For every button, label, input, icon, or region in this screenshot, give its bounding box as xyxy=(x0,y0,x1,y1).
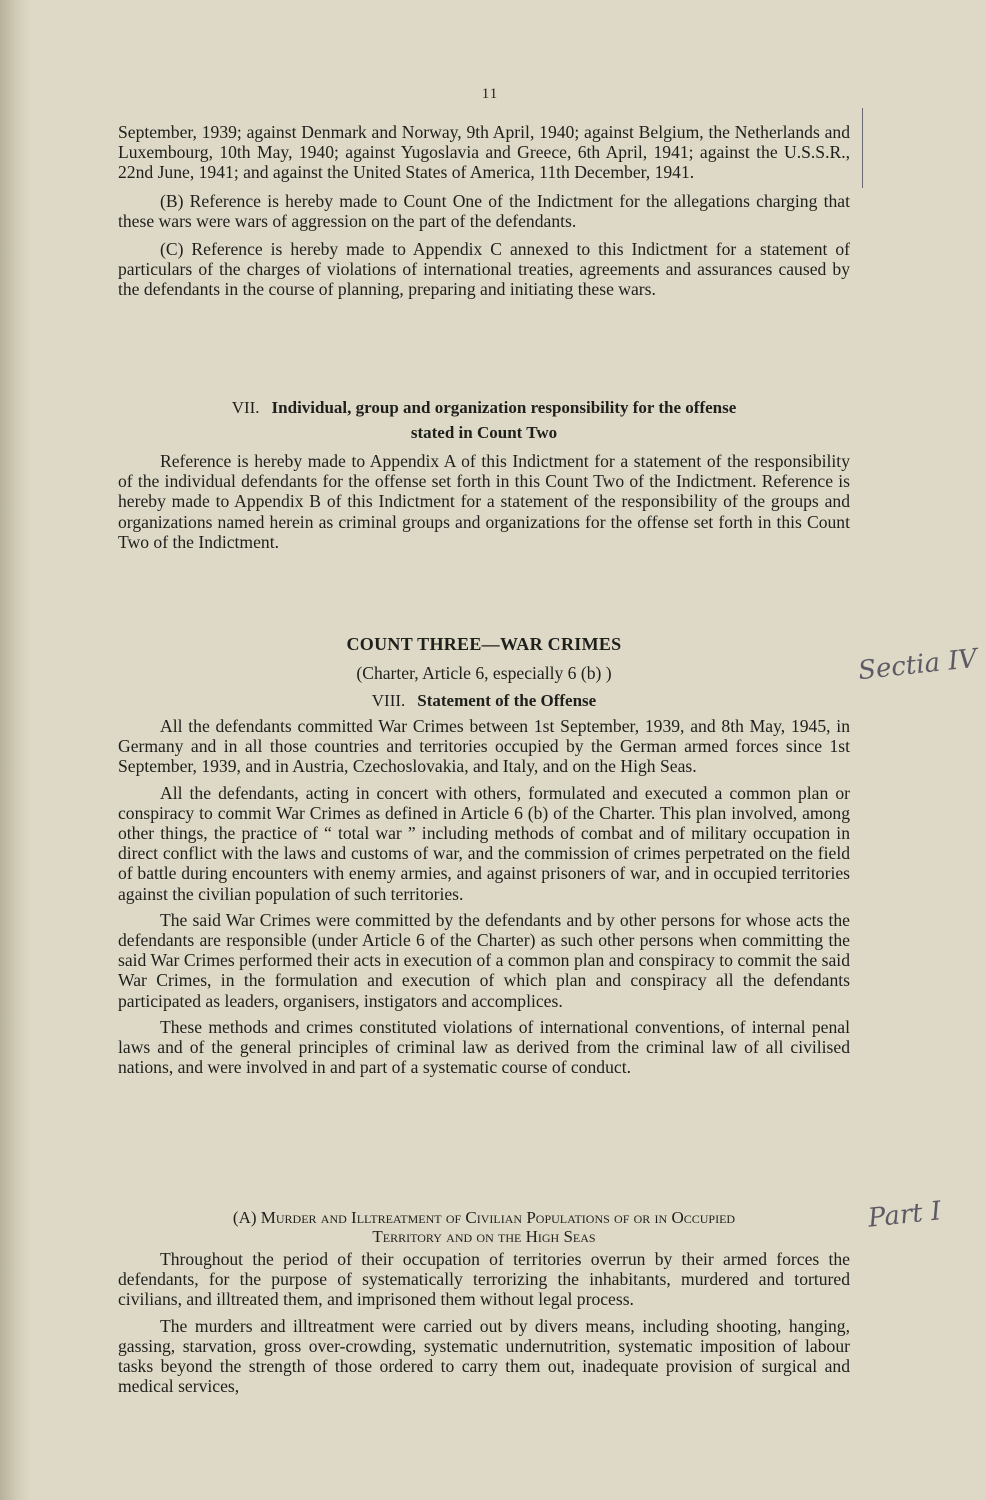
section-vii-number: VII. xyxy=(231,398,260,417)
subsection-a-paragraph: The murders and illtreatment were carried out by divers means, including shooting, hanging, gassing, starvation, gross over-crowding, systematic undernutrition, systematic imposition of labour tasks beyond the strength of those ordered to carry them out, inadequate provision of surgical and medical services, xyxy=(118,1315,850,1397)
section-viii-heading xyxy=(118,688,850,713)
count-three-paragraph: All the defendants, acting in concert with others, formulated and executed a common plan or conspiracy to commit War Crimes as defined in Article 6 (b) of the Charter. This plan involved, among other things, the practice of “ total war ” including methods of combat and of military occupation in direct conflict with the laws and customs of war, and the commission of crimes perpetrated on the field of battle during encounters with enemy armies, and against prisoners of war, and in occupied territories against the civilian population of such territories. xyxy=(118,782,850,904)
section-vii xyxy=(118,395,850,552)
binding-spine xyxy=(0,0,30,1500)
count-three-paragraph: The said War Crimes were committed by the defendants and by other persons for whose acts the defendants are responsible (under Article 6 of the Charter) as such other persons when committing the said War Crimes performed their acts in execution of a common plan and conspiracy to commit the said War Crimes, in the formulation and execution of which plan and conspiracy all the defendants participated as leaders, organisers, instigators and accomplices. xyxy=(118,909,850,1011)
section-viii-number: VIII. xyxy=(371,691,406,710)
section-vii-body: Reference is hereby made to Appendix A of this Indictment for a statement of the responsibility of the individual defendants for the offense set forth in this Count Two of the Indictment. Reference is hereby made to Appendix B of this Indictment for a statement of the responsibility of the groups and organizations named herein as criminal groups and organizations for the offense set forth in this Count Two of the Indictment. xyxy=(118,451,850,552)
count-three-paragraph: All the defendants committed War Crimes between 1st September, 1939, and 8th May, 1945, in Germany and in all those countries and territories occupied by the German armed forces since 1st September, 1939, and in Austria, Czechoslovakia, and Italy, and on the High Seas. xyxy=(118,716,850,777)
subsection-a-title-2: Territory and on the High Seas xyxy=(372,1227,596,1246)
paragraph-c: (C) Reference is hereby made to Appendix C annexed to this Indictment for a statement of particulars of the charges of violations of international treaties, agreements and assurances caused by the defendants in the course of planning, preparing and initiating these wars. xyxy=(118,239,850,300)
top-paragraphs xyxy=(118,122,850,300)
paragraph-b: (B) Reference is hereby made to Count One of the Indictment for the allegations charging that these wars were wars of aggression on the part of the defendants. xyxy=(118,190,850,231)
handwritten-note-part: Part I xyxy=(866,1196,943,1234)
section-viii-title: Statement of the Offense xyxy=(417,691,597,710)
subsection-a-paragraph: Throughout the period of their occupation of territories overrun by their armed forces the defendants, for the purpose of systematically terrorizing the inhabitants, murdered and tortured civilians, and illtreated them, and imprisoned them without legal process. xyxy=(118,1249,850,1310)
count-three xyxy=(118,634,850,1077)
handwritten-note-sectia: Sectia IV xyxy=(856,643,979,687)
section-vii-title-1: Individual, group and organization responsibility for the offense xyxy=(271,398,737,417)
section-vii-heading xyxy=(118,395,850,420)
section-vii-title-2: stated in Count Two xyxy=(410,423,558,442)
paragraph-continuation: September, 1939; against Denmark and Norway, 9th April, 1940; against Belgium, the Netherlands and Luxembourg, 10th May, 1940; against Yugoslavia and Greece, 6th April, 1941; against the U.S.S.R., 22nd June, 1941; and against the United States of America, 11th December, 1941. xyxy=(118,122,850,183)
count-three-subtitle: (Charter, Article 6, especially 6 (b) ) xyxy=(356,663,612,683)
margin-bar xyxy=(862,108,863,188)
count-three-paragraph: These methods and crimes constituted violations of international conventions, of internal penal laws and of the general principles of criminal law as derived from the criminal law of all civilised nations, and were involved in and part of a systematic course of conduct. xyxy=(118,1016,850,1078)
subsection-a-heading xyxy=(118,1208,850,1227)
subsection-a xyxy=(118,1208,850,1396)
subsection-a-title-1: Murder and Illtreatment of Civilian Populations of or in Occupied xyxy=(260,1208,736,1227)
count-three-title: COUNT THREE—WAR CRIMES xyxy=(346,634,622,654)
subsection-a-label: (A) xyxy=(232,1208,257,1227)
page-number: 11 xyxy=(481,86,499,102)
